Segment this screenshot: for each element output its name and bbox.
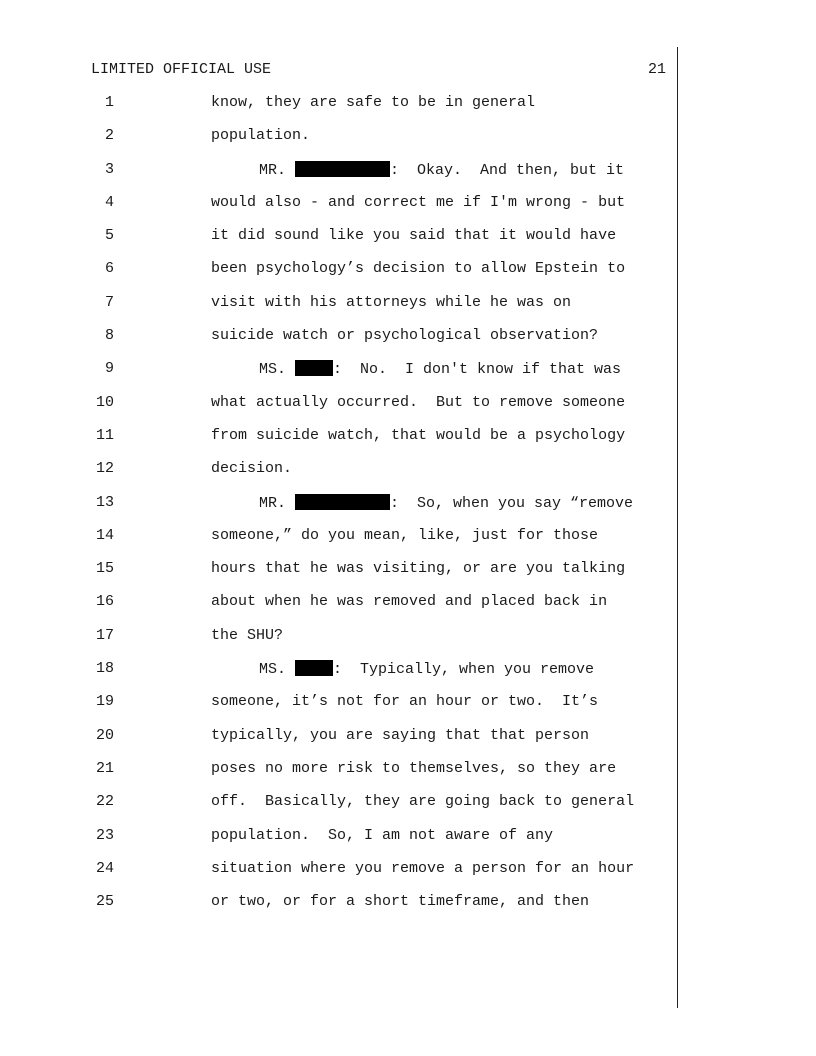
line-text: been psychology’s decision to allow Epstein to <box>211 260 626 278</box>
speaker-title: MR. <box>259 494 287 512</box>
transcript-line <box>0 793 680 826</box>
line-number: 18 <box>95 660 114 678</box>
line-number: 25 <box>95 893 114 911</box>
transcript-line <box>0 693 680 726</box>
line-text: : No. I don't know if that was <box>333 361 622 379</box>
line-text: the SHU? <box>211 626 284 644</box>
transcript-line <box>0 194 680 227</box>
line-number: 17 <box>95 626 114 644</box>
line-number: 5 <box>104 227 114 245</box>
line-text: or two, or for a short timeframe, and then <box>211 893 590 911</box>
speaker-line <box>259 660 594 679</box>
speaker-title: MS. <box>259 661 287 679</box>
line-number: 20 <box>95 726 114 744</box>
transcript-line <box>0 527 680 560</box>
transcript-line <box>0 494 680 527</box>
transcript-line <box>0 460 680 493</box>
line-text: : Typically, when you remove <box>333 661 595 679</box>
line-text: someone,” do you mean, like, just for those <box>211 526 599 544</box>
line-number: 6 <box>104 260 114 278</box>
transcript-line <box>0 394 680 427</box>
line-text: hours that he was visiting, or are you talking <box>211 560 626 578</box>
line-text: typically, you are saying that that person <box>211 726 590 744</box>
line-number: 13 <box>95 493 114 511</box>
line-number: 15 <box>95 560 114 578</box>
line-text: what actually occurred. But to remove someone <box>211 393 626 411</box>
line-number: 16 <box>95 593 114 611</box>
line-number: 23 <box>95 826 114 844</box>
line-number: 24 <box>95 859 114 877</box>
line-text: know, they are safe to be in general <box>211 94 536 111</box>
line-number: 21 <box>95 759 114 777</box>
line-text: population. <box>211 127 311 145</box>
transcript-line <box>0 727 680 760</box>
transcript-line <box>0 161 680 194</box>
redaction-block <box>295 161 390 177</box>
transcript-line <box>0 560 680 593</box>
line-text: would also - and correct me if I'm wrong - but <box>211 193 626 211</box>
transcript-line <box>0 760 680 793</box>
line-number: 11 <box>95 426 114 444</box>
transcript-line <box>0 327 680 360</box>
line-number: 19 <box>95 693 114 711</box>
redaction-block <box>295 360 333 376</box>
line-text: suicide watch or psychological observation? <box>211 327 599 345</box>
line-number: 14 <box>95 526 114 544</box>
line-text: it did sound like you said that it would have <box>211 227 617 245</box>
line-number: 8 <box>104 327 114 345</box>
line-number: 12 <box>95 460 114 478</box>
speaker-line <box>259 161 624 180</box>
redaction-block <box>295 494 390 510</box>
transcript-line <box>0 127 680 160</box>
classification-header: LIMITED OFFICIAL USE <box>91 61 272 78</box>
redaction-block <box>295 660 333 676</box>
transcript-line <box>0 94 680 127</box>
transcript-line <box>0 860 680 893</box>
speaker-title: MS. <box>259 361 287 379</box>
line-number: 7 <box>104 293 114 311</box>
transcript-line <box>0 660 680 693</box>
line-text: decision. <box>211 460 293 478</box>
line-text: : So, when you say “remove <box>390 494 634 512</box>
line-number: 22 <box>95 793 114 811</box>
transcript-line <box>0 260 680 293</box>
line-text: population. So, I am not aware of any <box>211 826 554 844</box>
line-text: : Okay. And then, but it <box>390 161 625 179</box>
transcript-line <box>0 294 680 327</box>
speaker-title: MR. <box>259 161 287 179</box>
line-number: 3 <box>104 160 114 178</box>
transcript-line <box>0 427 680 460</box>
line-number: 9 <box>104 360 114 378</box>
transcript-line <box>0 627 680 660</box>
line-number: 2 <box>104 127 114 145</box>
transcript-body <box>0 94 680 926</box>
transcript-line <box>0 827 680 860</box>
line-text: from suicide watch, that would be a psychology <box>211 426 626 444</box>
line-number: 10 <box>95 393 114 411</box>
speaker-line <box>259 494 633 513</box>
line-number: 1 <box>104 94 114 111</box>
transcript-line <box>0 893 680 926</box>
page-number: 21 <box>647 61 666 78</box>
line-text: someone, it’s not for an hour or two. It’s <box>211 693 599 711</box>
line-number: 4 <box>104 193 114 211</box>
line-text: poses no more risk to themselves, so they are <box>211 759 617 777</box>
line-text: about when he was removed and placed back in <box>211 593 608 611</box>
line-text: situation where you remove a person for an hour <box>211 859 635 877</box>
transcript-line <box>0 360 680 393</box>
transcript-line <box>0 593 680 626</box>
transcript-line <box>0 227 680 260</box>
speaker-line <box>259 360 621 379</box>
line-text: off. Basically, they are going back to general <box>211 793 635 811</box>
line-text: visit with his attorneys while he was on <box>211 293 572 311</box>
